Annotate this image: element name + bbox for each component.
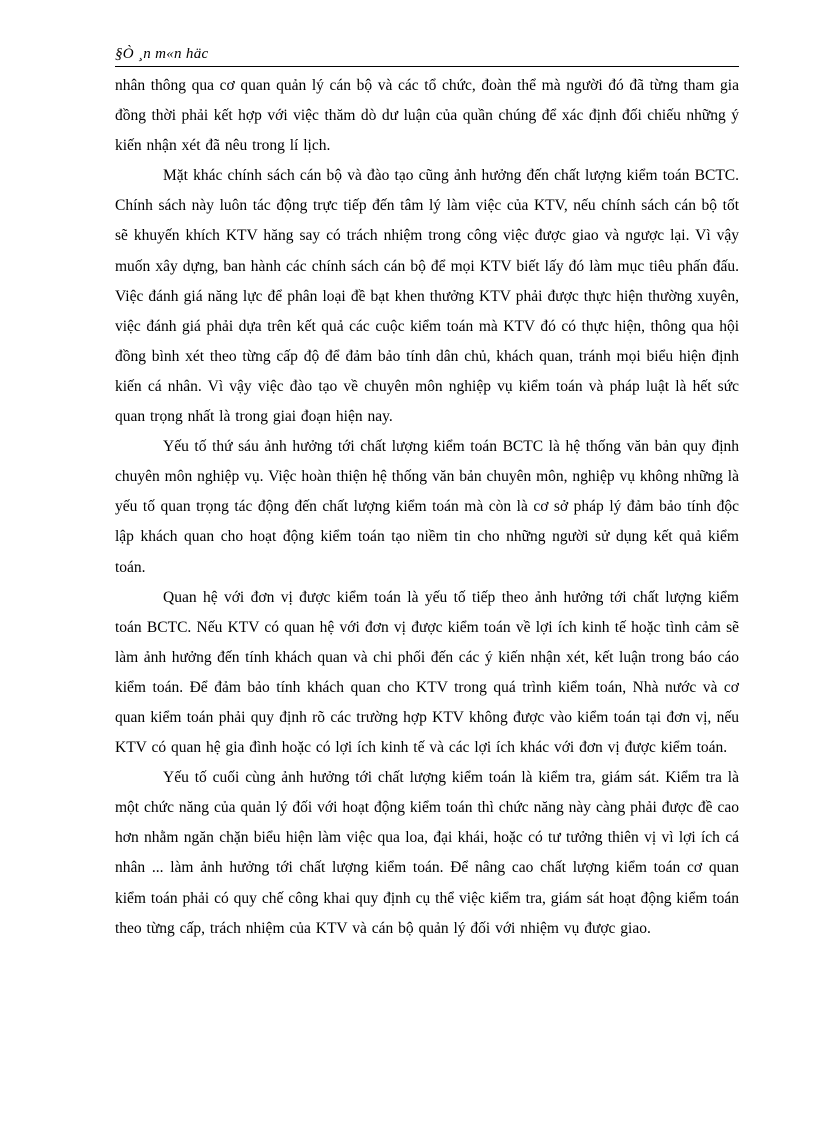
paragraph-client-relationship: Quan hệ với đơn vị được kiểm toán là yếu tố tiếp theo ảnh hưởng tới chất lượng kiểm toán BCTC. Nếu KTV có quan hệ với đơn vị được kiểm toán về lợi ích kinh tế hoặc tình cảm sẽ làm ảnh hưởng đến tính khách quan và chi phối đến các ý kiến nhận xét, kết luận trong báo cáo kiểm toán. Để đảm bảo tính khách quan cho KTV trong quá trình kiểm toán, Nhà nước và cơ quan kiểm toán phải quy định rõ các trường hợp KTV không được vào kiểm toán tại đơn vị, nếu KTV có quan hệ gia đình hoặc có lợi ích kinh tế và các lợi ích khác với đơn vị được kiểm toán. xyxy=(115,588,739,757)
paragraph-inspection: Yếu tố cuối cùng ảnh hưởng tới chất lượng kiểm toán là kiểm tra, giám sát. Kiểm tra là một chức năng của quản lý đối với hoạt động kiểm toán thì chức năng này càng phải được đề cao hơn nhằm ngăn chặn biểu hiện làm việc qua loa, đại khái, hoặc có tư tưởng thiên vị vì lợi ích cá nhân ... làm ảnh hưởng tới chất lượng kiểm toán. Để nâng cao chất lượng kiểm toán cơ quan kiểm toán phải có quy chế công khai quy định cụ thể việc kiểm tra, giám sát hoạt động kiểm toán theo từng cấp, trách nhiệm của KTV và cán bộ quản lý đối với nhiệm vụ được giao. xyxy=(115,769,739,937)
page-header xyxy=(115,44,739,67)
paragraph-personnel-policy: Mặt khác chính sách cán bộ và đào tạo cũng ảnh hưởng đến chất lượng kiểm toán BCTC. Chính sách này luôn tác động trực tiếp đến tâm lý làm việc của KTV, nếu chính sách cán bộ tốt sẽ khuyến khích KTV hăng say có trách nhiệm trong công việc được giao và ngược lại. Vì vậy muốn xây dựng, ban hành các chính sách cán bộ để mọi KTV biết lấy đó làm mục tiêu phấn đấu. Việc đánh giá năng lực để phân loại đề bạt khen thưởng KTV phải được thực hiện thường xuyên, việc đánh giá phải dựa trên kết quả các cuộc kiểm toán mà KTV đó có thực hiện, thông qua hội đồng bình xét theo từng cấp độ để đảm bảo tính dân chủ, khách quan, tránh mọi biểu hiện định kiến cá nhân. Vì vậy việc đào tạo về chuyên môn nghiệp vụ kiểm toán và pháp luật là hết sức quan trọng nhất là trong giai đoạn hiện nay. xyxy=(115,167,739,426)
paragraph-continuation: nhân thông qua cơ quan quản lý cán bộ và các tổ chức, đoàn thể mà người đó đã từng tham gia đồng thời phải kết hợp với việc thăm dò dư luận của quần chúng để xác định đối chiếu những ý kiến nhận xét đã nêu trong lí lịch. xyxy=(115,77,739,155)
paragraph-regulations: Yếu tố thứ sáu ảnh hưởng tới chất lượng kiểm toán BCTC là hệ thống văn bản quy định chuyên môn nghiệp vụ. Việc hoàn thiện hệ thống văn bản chuyên môn, nghiệp vụ không những là yếu tố quan trọng tác động đến chất lượng kiểm toán mà còn là cơ sở pháp lý đảm bảo tính độc lập khách quan cho hoạt động kiểm toán tạo niềm tin cho những người sử dụng kết quả kiểm toán. xyxy=(115,438,739,576)
header-title: §Ò ¸n m«n häc xyxy=(115,46,209,62)
document-body xyxy=(115,71,739,944)
